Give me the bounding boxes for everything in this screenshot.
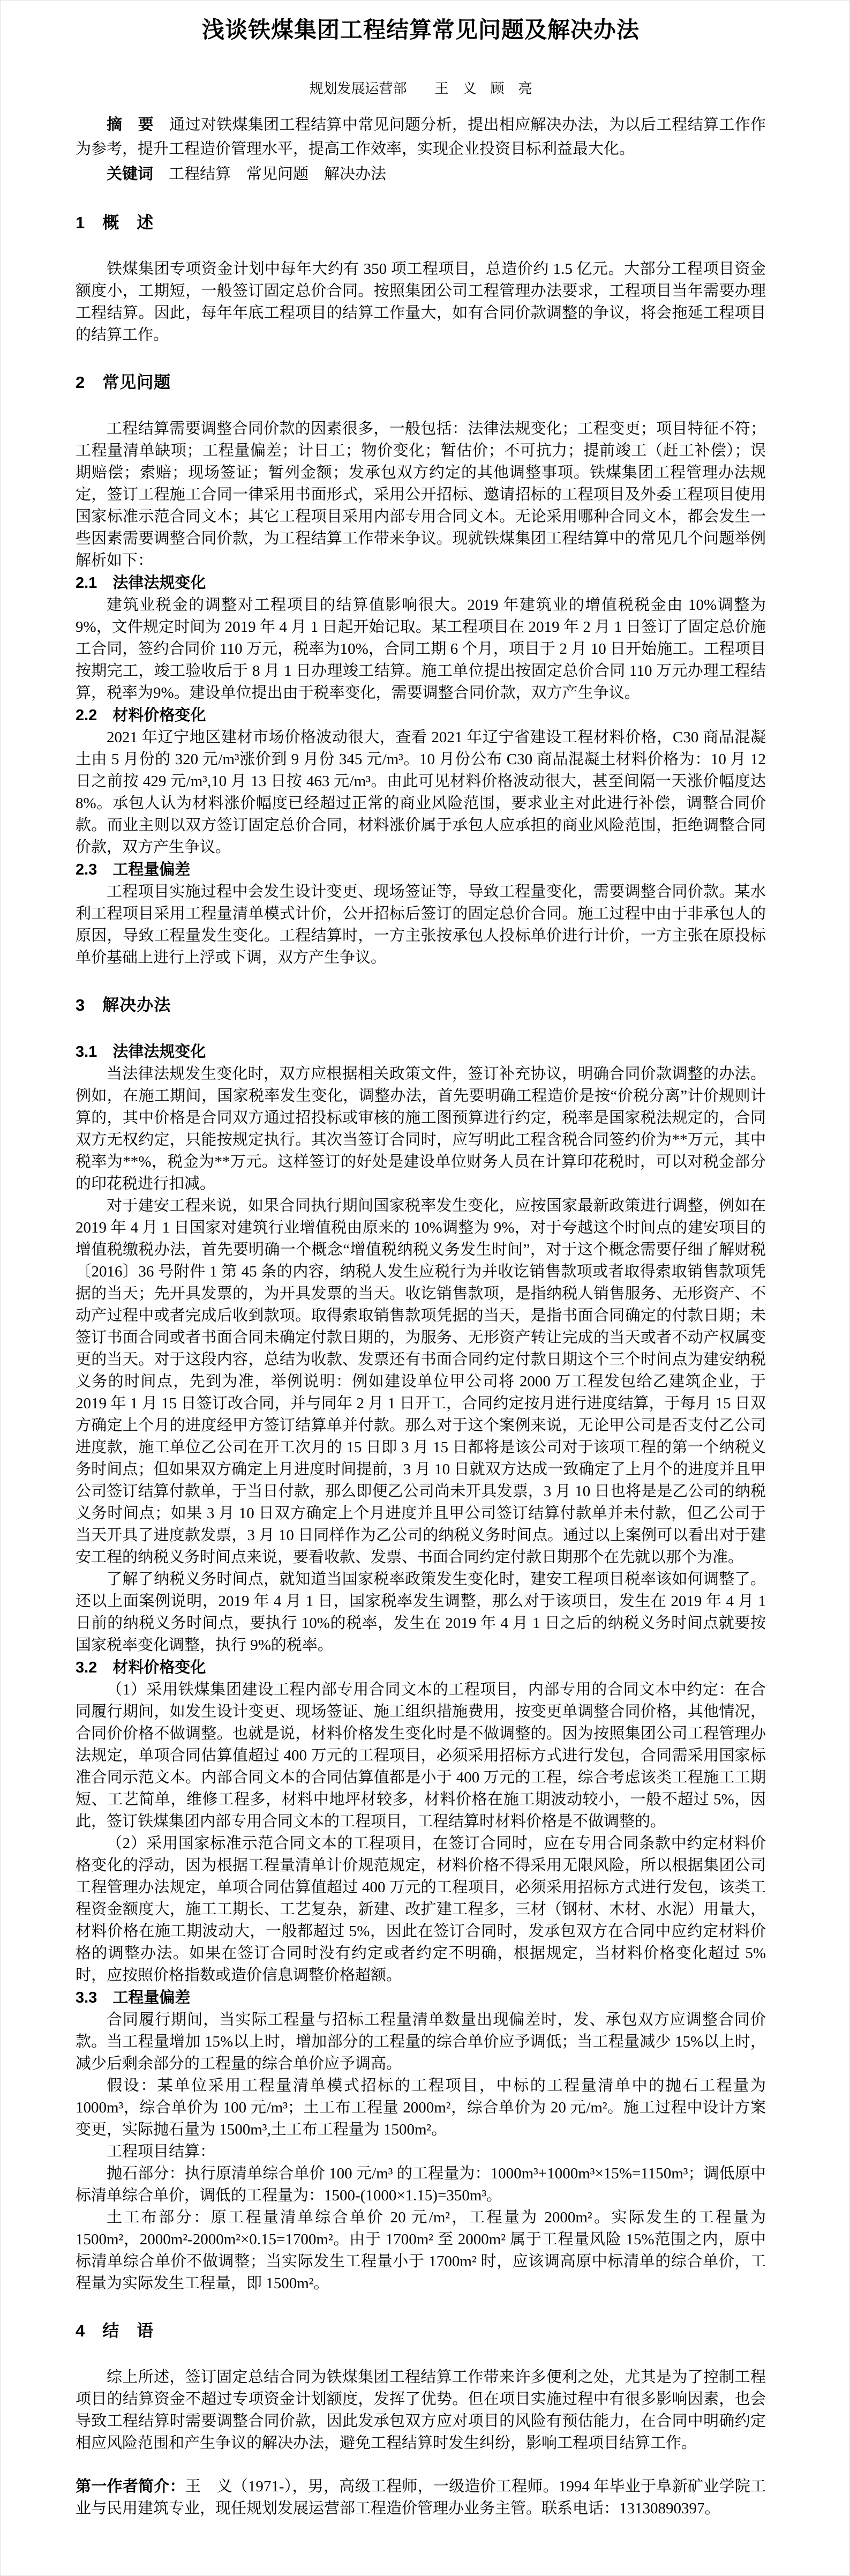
- paragraph: 综上所述，签订固定总结合同为铁煤集团工程结算工作带来许多便利之处，尤其是为了控制工程项目的结算资金不超过专项资金计划额度，发挥了优势。但在项目实施过程中有很多影响因素，也会导致工程结算时需要调整合同价款，因此发承包双方应对项目的风险有预估能力，在合同中明确约定相应风险范围和产生争议的解决办法，避免工程结算时发生纠纷，影响工程项目结算工作。: [76, 2369, 766, 2452]
- paragraph: 工程项目结算：: [107, 2143, 216, 2160]
- abstract: [76, 113, 766, 161]
- section-heading-1: 1 概 述: [76, 213, 154, 232]
- paragraph: 2021 年辽宁地区建材市场价格波动很大，查看 2021 年辽宁省建设工程材料价格，C30 商品混凝土由 5 月份的 320 元/m³涨价到 9 月份 345 元/m³。10 月份公布 C30 商品混凝土材料价格为：10 月 12 日之前按 429 元/m³,10 月 13 日按 463 元/m³。由此可见材料价格波动很大，甚至间隔一天涨价幅度达 8%。承包人认为材料涨价幅度已经超过正常的商业风险范围，要求业主对此进行补偿，调整合同价款。而业主则以双方签订固定总价合同，材料涨价属于承包人应承担的商业风险范围，拒绝调整合同价款，双方产生争议。: [76, 729, 766, 856]
- paragraph: 土工布部分：原工程量清单综合单价 20 元/m²，工程量为 2000m²。实际发生的工程量为 1500m²，2000m²-2000m²×0.15=1700m²。由于 1700m² 至 2000m² 属于工程量风险 15%范围之内，原中标清单综合单价不做调整；当实际发生工程量小于 1700m² 时，应该调高原中标清单的综合单价，工程量为实际发生工程量，即 1500m²。: [76, 2209, 766, 2292]
- author-bio-text: 王 义（1971-），男，高级工程师，一级造价工程师。1994 年毕业于阜新矿业学院工业与民用建筑专业，现任规划发展运营部工程造价管理办业务主管。联系电话：13130890397。: [76, 2478, 766, 2517]
- paragraph: 了解了纳税义务时间点，就知道当国家税率政策发生变化时，建安工程项目税率该如何调整了。还以上面案例说明，2019 年 4 月 1 日，国家税率发生调整，那么对于该项目，发生在 2019 年 4 月 1 日前的纳税义务时间点，要执行 10%的税率，发生在 2019 年 4 月 1 日之后的纳税义务时间点就要按国家税率变化调整，执行 9%的税率。: [76, 1571, 766, 1654]
- keywords: [76, 162, 766, 186]
- section-heading-2-1: 2.1 法律法规变化: [76, 574, 206, 592]
- paragraph: 对于建安工程来说，如果合同执行期间国家税率发生变化，应按国家最新政策进行调整，例如在 2019 年 4 月 1 日国家对建筑行业增值税由原来的 10%调整为 9%，对于夸越这个时间点的建安项目的增值税缴税办法，首先要明确一个概念“增值税纳税义务发生时间”，对于这个概念需要仔细了解财税〔2016〕36 号附件 1 第 45 条的内容，纳税人发生应税行为并收讫销售款项或者取得索取销售款项凭据的当天；先开具发票的，为开具发票的当天。收讫销售款项，是指纳税人销售服务、无形资产、不动产过程中或者完成后收到款项。取得索取销售款项凭据的当天，是指书面合同确定的付款日期；未签订书面合同或者书面合同未确定付款日期的，为服务、无形资产转让完成的当天或者不动产权属变更的当天。对于这段内容，总结为收款、发票还有书面合同约定付款日期这个三个时间点为建安纳税义务的时间点，先到为准，举例说明：例如建设单位甲公司将 2000 万工程发包给乙建筑企业，于 2019 年 1 月 15 日签订改合同，并与同年 2 月 1 日开工，合同约定按月进行进度结算，于每月 15 日双方确定上个月的进度经甲方签订结算单并付款。那么对于这个案例来说，无论甲公司是否支付乙公司进度款，施工单位乙公司在开工次月的 15 日即 3 月 15 日都将是该公司对于该项工程的第一个纳税义务时间点；但如果双方确定上月进度时间提前，3 月 10 日就双方达成一致确定了上月个的进度并且甲公司签订结算付款单，于当日付款，那么即便乙公司尚未开具发票，3 月 10 日也将是是乙公司的纳税义务时间点；如果 3 月 10 日双方确定上个月进度并且甲公司签订结算付款单并未付款，但乙公司于当天开具了进度款发票，3 月 10 日同样作为乙公司的纳税义务时间点。通过以上案例可以看出对于建安工程的纳税义务时间点来说，要看收款、发票、书面合同约定付款日期那个在先就以那个为准。: [76, 1197, 766, 1566]
- section-heading-3-3: 3.3 工程量偏差: [76, 1989, 191, 2006]
- section-heading-2-3: 2.3 工程量偏差: [76, 861, 191, 878]
- paragraph: 工程项目实施过程中会发生设计变更、现场签证等，导致工程量变化，需要调整合同价款。某水利工程项目采用工程量清单模式计价，公开招标后签订的固定总价合同。施工过程中由于非承包人的原因，导致工程量发生变化。工程结算时，一方主张按承包人投标单价进行计价，一方主张在原投标单价基础上进行上浮或下调，双方产生争议。: [76, 883, 766, 966]
- paragraph: 工程结算需要调整合同价款的因素很多，一般包括：法律法规变化；工程变更；项目特征不符；工程量清单缺项；工程量偏差；计日工；物价变化；暂估价；不可抗力；提前竣工（赶工补偿）；误期赔偿；索赔；现场签证；暂列金额；发承包双方约定的其他调整事项。铁煤集团工程管理办法规定，签订工程施工合同一律采用书面形式，采用公开招标、邀请招标的工程项目及外委工程项目使用国家标准示范合同文本；其它工程项目采用内部专用合同文本。无论采用哪种合同文本，都会发生一些因素需要调整合同价款，为工程结算工作带来争议。现就铁煤集团工程结算中的常见几个问题举例解析如下：: [76, 420, 766, 569]
- paragraph: 建筑业税金的调整对工程项目的结算值影响很大。2019 年建筑业的增值税税金由 10%调整为 9%，文件规定时间为 2019 年 4 月 1 日起开始记取。某工程项目在 2019 年 2 月 1 日签订了固定总价施工合同，签约合同价 110 万元，税率为10%，合同工期 6 个月，项目于 2 月 10 日开始施工。工程项目按期完工，竣工验收后于 8 月 1 日办理竣工结算。施工单位提出按固定总价合同 110 万元办理工程结算，税率为9%。建设单位提出由于税率变化，需要调整合同价款，双方产生争议。: [76, 596, 766, 701]
- abstract-text: 通过对铁煤集团工程结算中常见问题分析，提出相应解决办法，为以后工程结算工作作为参考，提升工程造价管理水平，提高工作效率，实现企业投资目标利益最大化。: [76, 116, 766, 158]
- page-title: 浅谈铁煤集团工程结算常见问题及解决办法: [201, 18, 640, 43]
- paragraph: 铁煤集团专项资金计划中每年大约有 350 项工程项目，总造价约 1.5 亿元。大部分工程项目资金额度小，工期短，一般签订固定总价合同。按照集团公司工程管理办法要求，工程项目当年需要办理工程结算。因此，每年年底工程项目的结算工作量大，如有合同价款调整的争议，将会拖延工程项目的结算工作。: [76, 260, 766, 344]
- paragraph: （2）采用国家标准示范合同文本的工程项目，在签订合同时，应在专用合同条款中约定材料价格变化的浮动，因为根据工程量清单计价规范规定，材料价格不得采用无限风险，所以根据集团公司工程管理办法规定，单项合同估算值超过 400 万元的工程项目，必须采用招标方式进行发包，该类工程资金额度大，施工工期长、工艺复杂，新建、改扩建工程多，三材（钢材、木材、水泥）用量大，材料价格在施工期波动大，一般都超过 5%，因此在签订合同时，发承包双方在合同中应约定材料价格的调整办法。如果在签订合同时没有约定或者约定不明确，根据规定，当材料价格变化超过 5%时，应按照价格指数或造价信息调整价格超额。: [76, 1835, 766, 1984]
- paragraph: 当法律法规发生变化时，双方应根据相关政策文件，签订补充协议，明确合同价款调整的办法。例如，在施工期间，国家税率发生变化，调整办法，首先要明确工程造价是按“价税分离”计价规则计算的，其中价格是合同双方通过招投标或审核的施工图预算进行约定，税率是国家税法规定的，合同双方无权约定，只能按规定执行。其次当签订合同时，应写明此工程含税合同签约价为**万元，其中税率为**%，税金为**万元。这样签订的好处是建设单位财务人员在计算印花税时，可以对税金部分的印花税进行扣减。: [76, 1065, 766, 1192]
- paragraph: 假设：某单位采用工程量清单模式招标的工程项目，中标的工程量清单中的抛石工程量为 1000m³，综合单价为 100 元/m³；土工布工程量 2000m²，综合单价为 20 元/m²。施工过程中设计方案变更，实际抛石量为 1500m³,土工布工程量为 1500m²。: [76, 2077, 766, 2138]
- byline: 规划发展运营部 王 义 顾 亮: [309, 81, 532, 96]
- abstract-label: 摘 要: [107, 116, 154, 133]
- paragraph: 抛石部分：执行原清单综合单价 100 元/m³ 的工程量为：1000m³+1000m³×15%=1150m³；调低原中标清单综合单价，调低的工程量为：1500-(1000×1.15)=350m³。: [76, 2165, 766, 2204]
- keywords-label: 关键词: [107, 166, 154, 183]
- keywords-text: 工程结算 常见问题 解决办法: [153, 166, 387, 183]
- paragraph: 合同履行期间，当实际工程量与招标工程量清单数量出现偏差时，发、承包双方应调整合同价款。当工程量增加 15%以上时，增加部分的工程量的综合单价应予调低；当工程量减少 15%以上时，减少后剩余部分的工程量的综合单价应予调高。: [76, 2011, 766, 2072]
- author-bio-label: 第一作者简介：: [76, 2478, 185, 2495]
- paragraph: （1）采用铁煤集团建设工程内部专用合同文本的工程项目，内部专用的合同文本中约定：在合同履行期间，如发生设计变更、现场签证、施工组织措施费用，按变更单调整合同价格，其他情况，合同价价格不做调整。也就是说，材料价格发生变化时是不做调整的。因为按照集团公司工程管理办法规定，单项合同估算值超过 400 万元的工程项目，必须采用招标方式进行发包，合同需采用国家标准合同示范文本。内部合同文本的合同估算值都是小于 400 万元的工程，综合考虑该类工程施工工期短、工艺简单，维修工程多，材料中地坪材较多，材料价格在施工期波动较小，一般不超过 5%，因此，签订铁煤集团内部专用合同文本的工程项目，工程结算时材料价格是不做调整的。: [76, 1681, 766, 1830]
- author-bio: [76, 2476, 766, 2520]
- section-heading-3: 3 解决办法: [76, 996, 171, 1014]
- section-heading-2-2: 2.2 材料价格变化: [76, 707, 206, 724]
- section-heading-3-1: 3.1 法律法规变化: [76, 1043, 206, 1061]
- section-heading-4: 4 结 语: [76, 2321, 154, 2340]
- section-heading-3-2: 3.2 材料价格变化: [76, 1659, 206, 1676]
- section-heading-2: 2 常见问题: [76, 373, 171, 392]
